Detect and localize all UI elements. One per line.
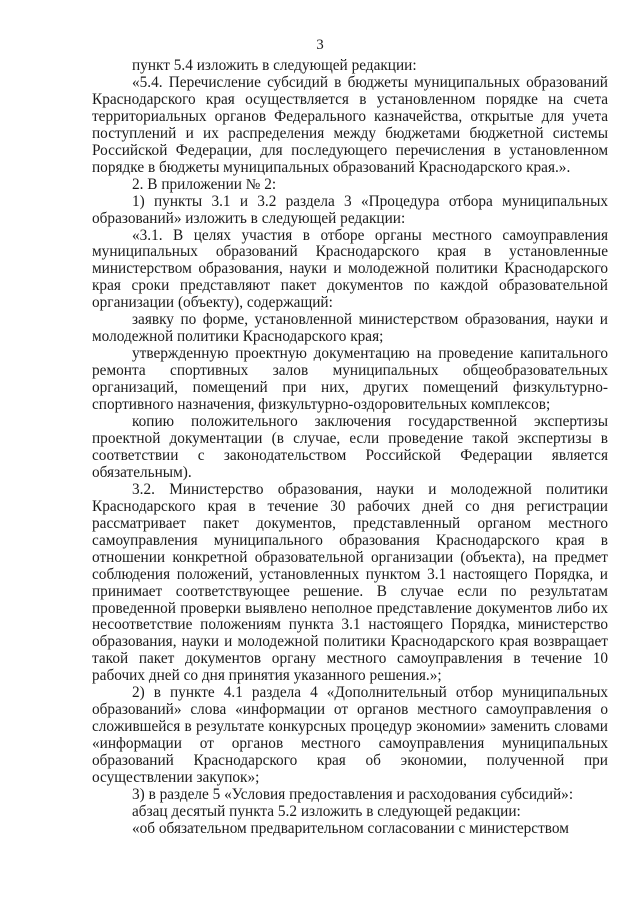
page-number: 3 <box>316 37 324 53</box>
paragraph: 2. В приложении № 2: <box>132 175 277 193</box>
paragraph: 3.2. Министерство образования, науки и молодежной политики Краснодарского края в течение 30 рабочих дней со дня регистрации рассматривает пакет документов, представленный органом местного самоуправления муниципального образования Краснодарского края в отношении конкретной образовательной организации (объекта), на предмет соблюдения положений, установленных пунктом 3.1 настоящего Порядка, и принимает соответствующее решение. В случае если по результатам проведенной проверки выявлено неполное представление документов либо их несоответствие положениям пункта 3.1 настоящего Порядка, министерство образования, науки и молодежной политики Краснодарского края возвращает такой пакет документов органу местного самоуправления в течение 10 рабочих дней со дня принятия указанного решения.»; <box>92 480 608 685</box>
document-body <box>92 58 608 838</box>
paragraph: «3.1. В целях участия в отборе органы местного самоуправления муниципальных образований Краснодарского края в установленные министерством образования, науки и молодежной политики Краснодарского края сроки представляют пакет документов по каждой образовательной организации (объекту), содержащий: <box>92 226 608 312</box>
paragraph: «5.4. Перечисление субсидий в бюджеты муниципальных образований Краснодарского края осуществляется в установленном порядке на счета территориальных органов Федерального казначейства, открытые для учета поступлений и их распределения между бюджетами бюджетной системы Российской Федерации, для последующего перечисления в установленном порядке в бюджеты муниципальных образований Краснодарского края.». <box>92 73 608 176</box>
paragraph: пункт 5.4 изложить в следующей редакции: <box>132 57 417 74</box>
paragraph: утвержденную проектную документацию на проведение капитального ремонта спортивных залов муниципальных общеобразовательных организаций, помещений при них, других помещений физкультурно-спортивного назначения, физкультурно-оздоровительных комплексов; <box>92 345 608 414</box>
paragraph: 2) в пункте 4.1 раздела 4 «Дополнительный отбор муниципальных образований» слова «информации от органов местного самоуправления о сложившейся в результате конкурсных процедур экономии» заменить словами «информации от органов местного самоуправления муниципальных образований Краснодарского края об экономии, полученной при осуществлении закупок»; <box>92 684 608 787</box>
paragraph: «об обязательном предварительном согласовании с министерством <box>132 819 569 837</box>
paragraph: заявку по форме, установленной министерством образования, науки и молодежной политики Краснодарского края; <box>92 311 608 346</box>
paragraph: копию положительного заключения государственной экспертизы проектной документации (в случае, если проведение такой экспертизы в соответствии с законодательством Российской Федерации является обязательным). <box>92 413 608 481</box>
paragraph: 1) пункты 3.1 и 3.2 раздела 3 «Процедура отбора муниципальных образований» изложить в следующей редакции: <box>92 192 608 227</box>
paragraph: 3) в разделе 5 «Условия предоставления и расходования субсидий»: <box>132 785 574 803</box>
paragraph: абзац десятый пункта 5.2 изложить в следующей редакции: <box>132 802 521 820</box>
